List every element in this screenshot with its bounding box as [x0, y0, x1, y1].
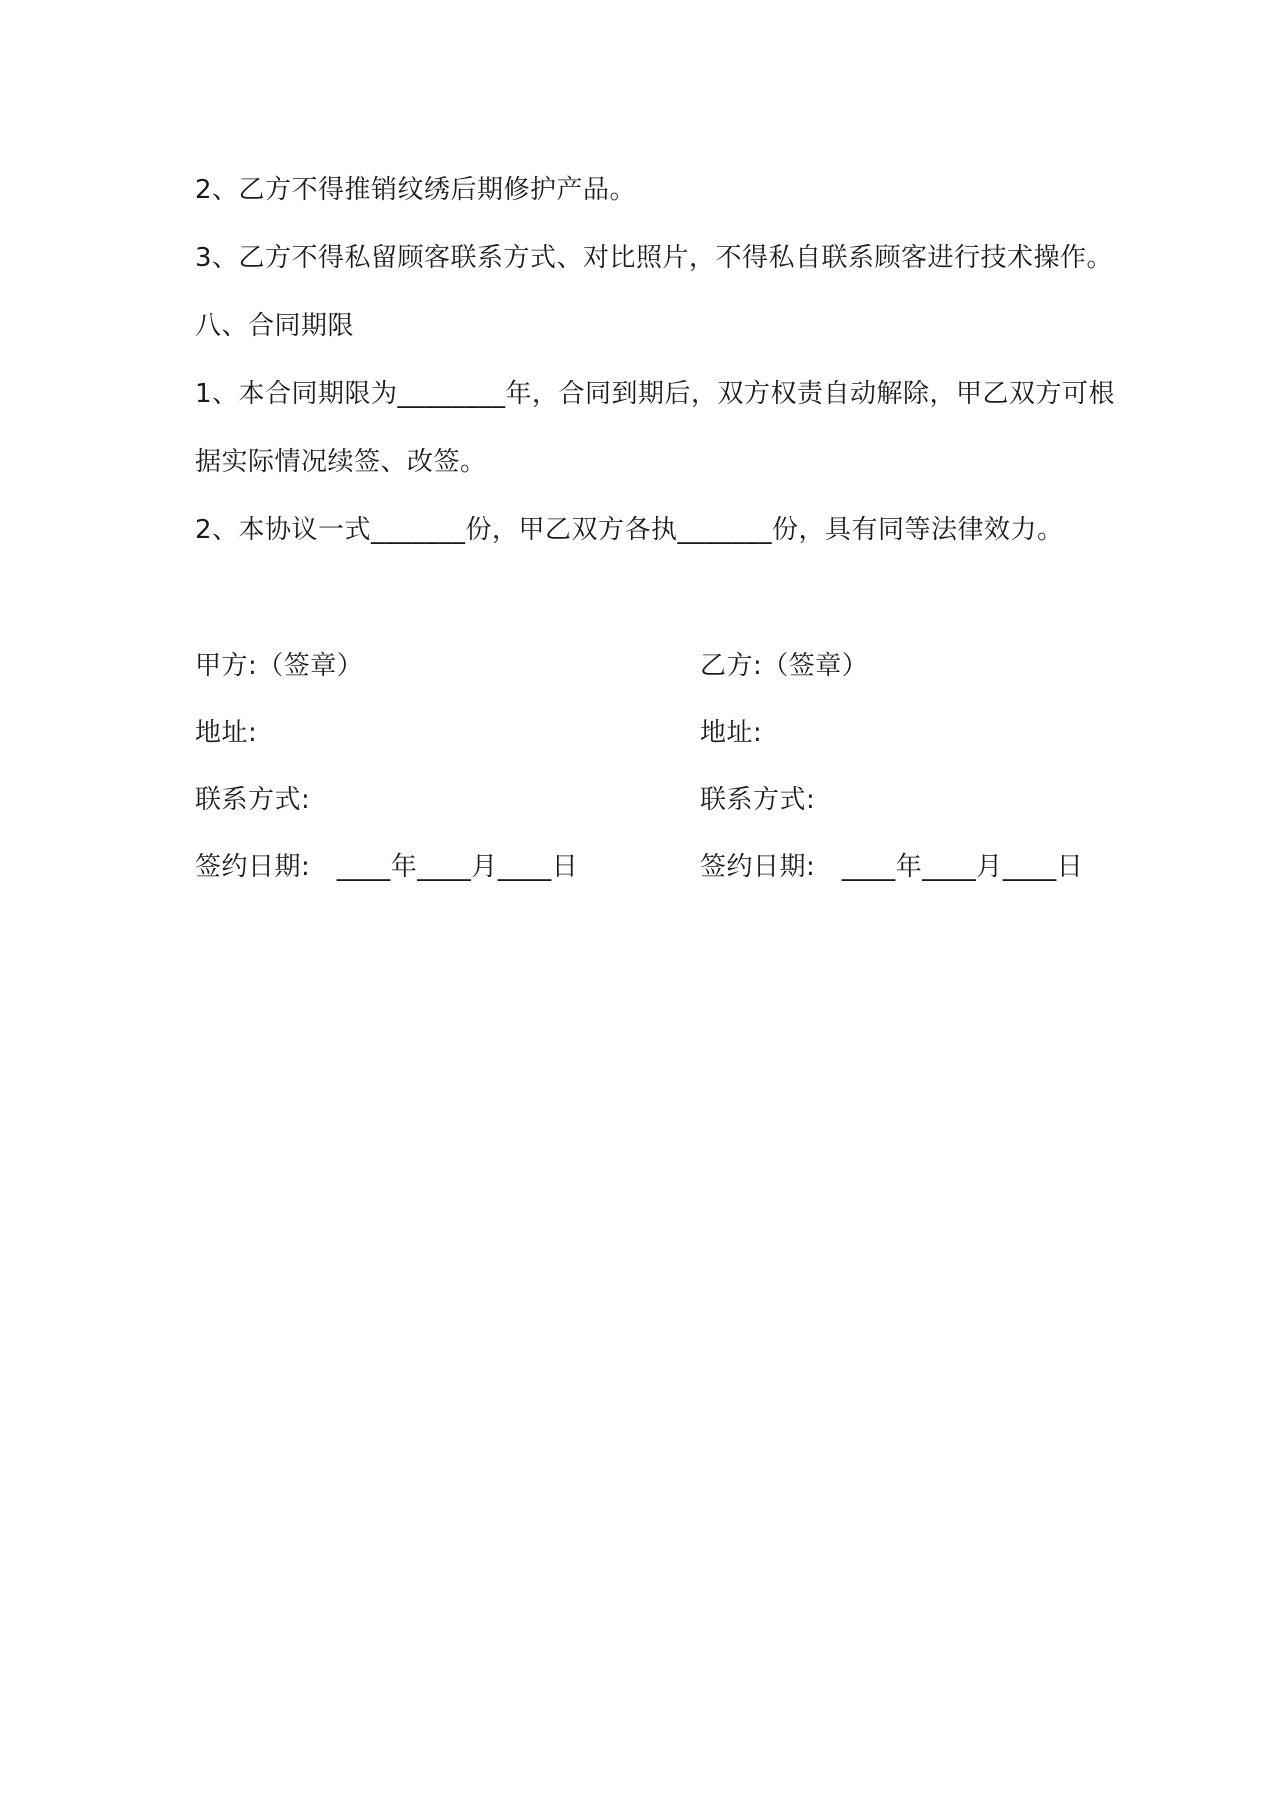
- section-heading: 八、合同期限: [195, 311, 355, 341]
- party-b-sign-label: 乙方:（签章）: [700, 651, 869, 681]
- clause-paragraph: 3、乙方不得私留顾客联系方式、对比照片，不得私自联系顾客进行技术操作。: [195, 243, 1114, 273]
- party-b-contact-label: 联系方式:: [700, 785, 816, 815]
- party-a-contact-label: 联系方式:: [195, 785, 311, 815]
- clause-paragraph-continuation: 据实际情况续签、改签。: [195, 447, 487, 477]
- party-b-date-label: 签约日期: ____年____月____日: [700, 852, 1084, 882]
- party-b-address-label: 地址:: [700, 718, 763, 748]
- clause-paragraph: 2、乙方不得推销纹绣后期修护产品。: [195, 175, 637, 205]
- party-a-date-label: 签约日期: ____年____月____日: [195, 852, 579, 882]
- clause-paragraph: 2、本协议一式_______份，甲乙双方各执_______份，具有同等法律效力。: [195, 515, 1064, 545]
- party-a-sign-label: 甲方:（签章）: [195, 651, 364, 681]
- party-a-address-label: 地址:: [195, 718, 258, 748]
- clause-paragraph: 1、本合同期限为________年，合同到期后，双方权责自动解除，甲乙双方可根: [195, 379, 1116, 409]
